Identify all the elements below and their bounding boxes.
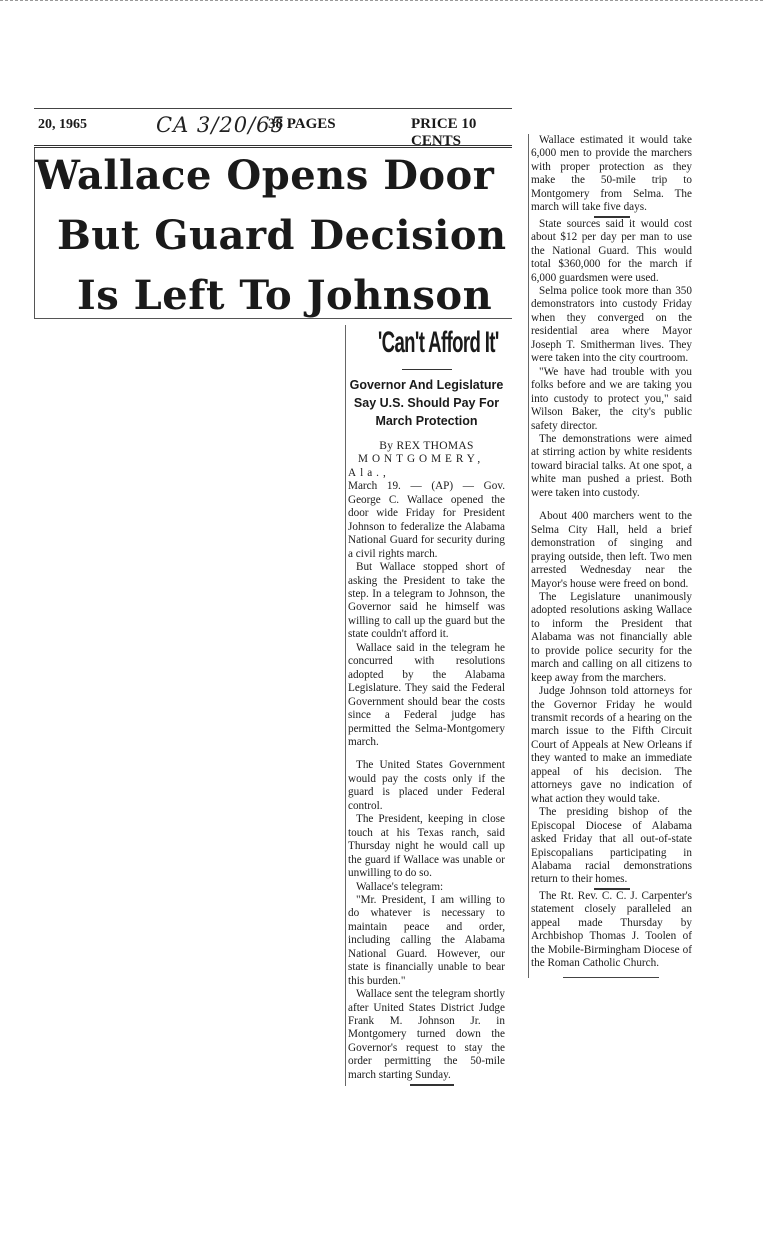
paragraph: Wallace sent the telegram shortly after United States District Judge Frank M. Johnson Jr. in Montgomery turned down the Governor's request to stay the order permitting the 50-mile march starting Sunday. — [348, 988, 505, 1081]
subdeck-line-2: Say U.S. Should Pay For — [353, 396, 500, 410]
masthead — [34, 108, 512, 149]
paragraph: Wallace's telegram: — [356, 880, 444, 893]
paragraph: But Wallace stopped short of asking the President to take the step. In a telegram to Johnson, the Governor said he himself was willing to call up the guard but the state couldn't afford it. — [348, 561, 505, 641]
paragraph: The demonstrations were aimed at stirring action by white residents toward biracial talks. At one spot, a white man pushed a priest. Both were taken into custody. — [531, 432, 692, 499]
masthead-date: 20, 1965 — [38, 117, 87, 132]
masthead-price: PRICE 10 CENTS — [411, 116, 477, 149]
headline-line-2: But Guard Decision — [57, 212, 507, 259]
paragraph: The Rt. Rev. C. C. J. Carpenter's statement closely paralleled an appeal made Thursday by Archbishop Thomas J. Toolen of the Mobile-Birmingham Diocese of the Roman Catholic Church. — [531, 889, 692, 970]
paragraph: March 19. — (AP) — Gov. George C. Wallace opened the door wide Friday for President Johnson to federalize the Alabama National Guard for security during a civil rights march. — [348, 480, 505, 560]
byline: By REX THOMAS — [379, 440, 474, 452]
headline-line-3: Is Left To Johnson — [77, 272, 493, 319]
page-top-edge — [0, 0, 763, 3]
headline — [34, 148, 512, 318]
subdeck-line-3: March Protection — [375, 414, 478, 428]
headline-bottom-rule — [34, 318, 512, 319]
deck-headline: 'Can't Afford It' — [377, 326, 499, 359]
paragraph: State sources said it would cost about $12 per day per man to use the National Guard. This would total $360,000 for the march if 6,000 guardsmen were used. — [531, 217, 692, 284]
article-column-2 — [345, 325, 505, 1086]
paragraph: "Mr. President, I am willing to do whatever is necessary to maintain peace and order, including calling the Alabama National Guard. However, our state is financially unable to bear this burden." — [348, 893, 505, 987]
deck-rule — [402, 369, 452, 370]
paragraph: About 400 marchers went to the Selma City Hall, held a brief demonstration of singing and praying outside, then left. Two men arrested Wednesday near the Mayor's house were freed on bond. — [531, 510, 692, 590]
paragraph: Judge Johnson told attorneys for the Governor Friday he would transmit records of a hearing on the march issue to the Fifth Circuit Court of Appeals at New Orleans if they wanted to make an immediate appeal of his decision. The attorneys gave no indication of what action they would take. — [531, 685, 692, 805]
paragraph: Wallace said in the telegram he concurred with resolutions adopted by the Alabama Legislature. They said the Federal Government should bear the costs since a Federal judge has permitted the Selma-Montgomery march. — [348, 641, 505, 748]
article-column-3 — [528, 134, 692, 978]
handwritten-note: CA 3/20/65 — [156, 113, 285, 137]
end-rule — [563, 977, 659, 978]
paragraph: "We have had trouble with you folks before and we are taking you into custody to protect you," said Wilson Baker, the city's public safety director. — [531, 365, 692, 432]
masthead-pages: 38 PAGES — [268, 116, 336, 132]
dateline: MONTGOMERY, Ala., — [348, 453, 485, 479]
subdeck — [348, 376, 505, 430]
end-rule — [410, 1084, 454, 1086]
subdeck-line-1: Governor And Legislature — [349, 378, 504, 392]
paragraph: The presiding bishop of the Episcopal Diocese of Alabama asked Friday that all out-of-state Episcopalians participating in Alabama racial demonstrations return to their homes. — [531, 806, 692, 886]
paragraph: Selma police took more than 350 demonstrators into custody Friday when they converged on the residential area where Mayor Joseph T. Smitherman lives. They were taken into the city courtroom. — [531, 284, 692, 365]
headline-line-1: Wallace Opens Door — [35, 152, 495, 199]
paragraph: The President, keeping in close touch at his Texas ranch, said Thursday night he would call up the guard if Wallace was unable or unwilling to do so. — [348, 813, 505, 880]
paragraph: The Legislature unanimously adopted resolutions asking Wallace to inform the President that Alabama was not financially able to provide police security for the march and calling on all citizens to keep away from the marchers. — [531, 590, 692, 684]
paragraph: Wallace estimated it would take 6,000 men to provide the marchers with proper protection as they make the 50-mile trip to Montgomery from Selma. The march will take five days. — [531, 134, 692, 214]
paragraph: The United States Government would pay the costs only if the guard is placed under Federal control. — [348, 759, 505, 812]
